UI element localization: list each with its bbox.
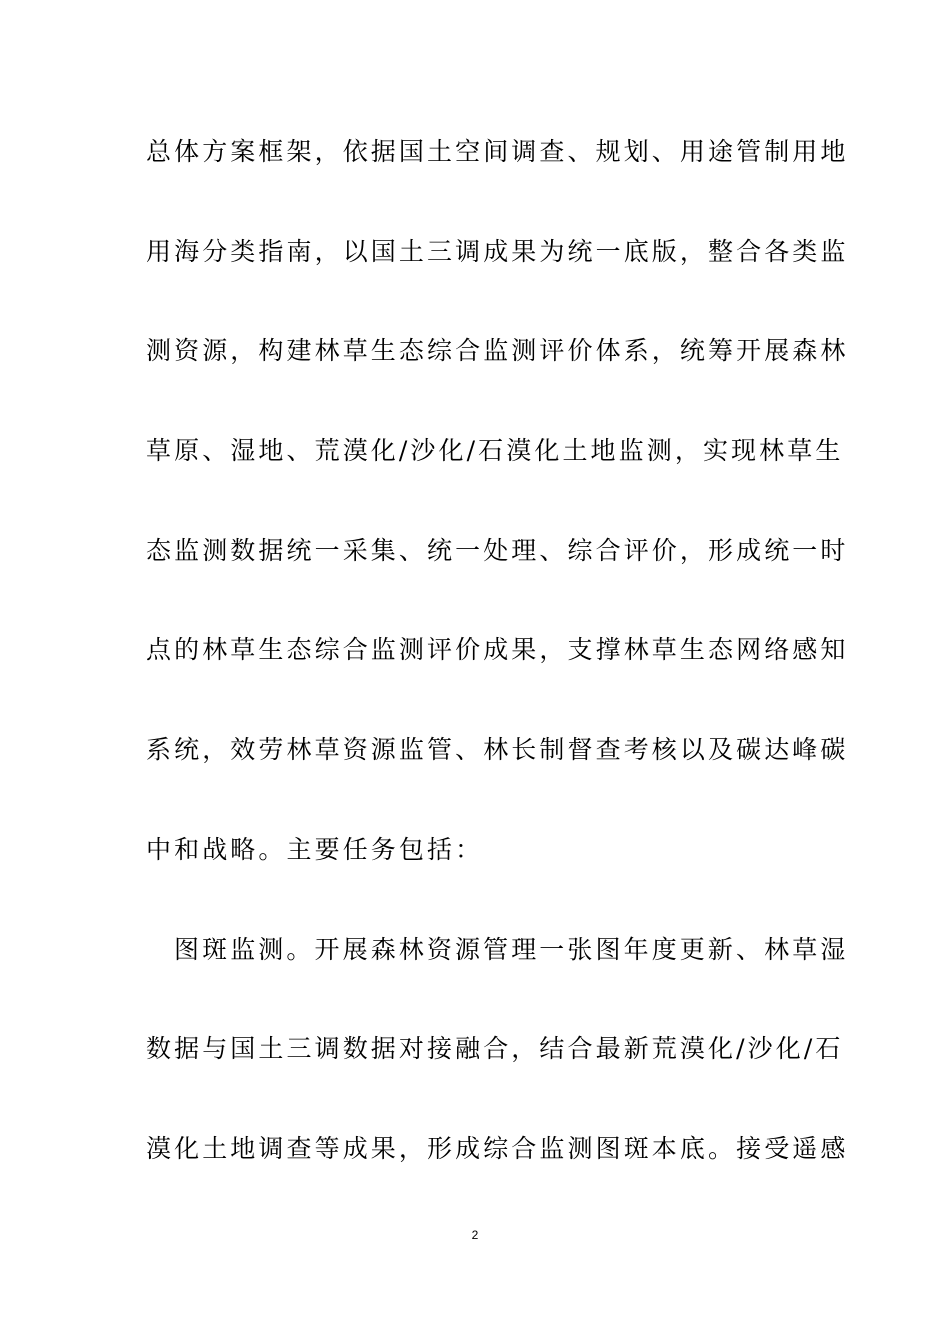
paragraph-start-line: 图斑监测。开展森林资源管理一张图年度更新、林草湿: [174, 934, 849, 964]
text-line: 中和战略。主要任务包括：: [146, 834, 484, 864]
text-line: 系统，效劳林草资源监管、林长制督查考核以及碳达峰碳: [146, 735, 849, 765]
page-number: 2: [471, 1228, 479, 1242]
text-line: 态监测数据统一采集、统一处理、综合评价，形成统一时: [146, 535, 849, 565]
text-line: 用海分类指南，以国土三调成果为统一底版，整合各类监: [146, 236, 849, 266]
text-line: 数据与国土三调数据对接融合，结合最新荒漠化/沙化/石: [146, 1034, 844, 1064]
text-line: 草原、湿地、荒漠化/沙化/石漠化土地监测，实现林草生: [146, 436, 844, 466]
text-line: 漠化土地调查等成果，形成综合监测图斑本底。接受遥感: [146, 1133, 849, 1163]
text-line: 点的林草生态综合监测评价成果，支撑林草生态网络感知: [146, 635, 849, 665]
text-line: 总体方案框架，依据国土空间调查、规划、用途管制用地: [146, 137, 849, 166]
body-text: [146, 127, 849, 1224]
text-line: 测资源，构建林草生态综合监测评价体系，统筹开展森林: [146, 336, 849, 366]
